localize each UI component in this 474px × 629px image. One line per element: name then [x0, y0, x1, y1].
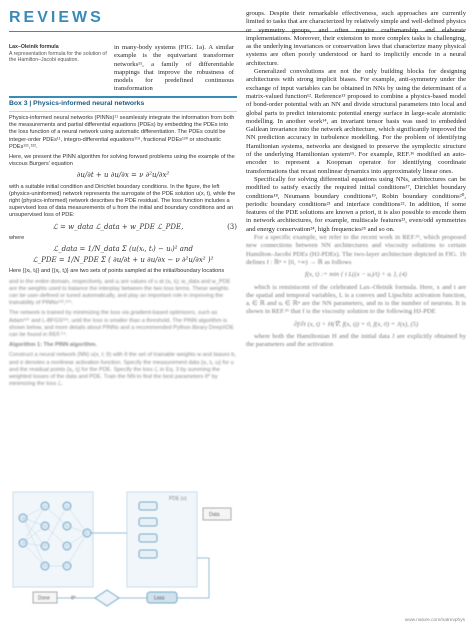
theta-label: θ*	[71, 595, 76, 602]
right-paragraph-3: Specifically for solving differential equations using NNs, architectures can be modified to satisfy exactly the required initial conditions¹⁷, Dirichlet boundary conditions¹⁸, Neumann boundary conditions¹⁹, Robin boundary conditions²⁰, periodic boundary conditions²¹ and interface conditions²². In addition, if some features of the PDE solutions are known a priori, it is also possible to encode them in network architectures, for example, multiscale features²³, even/odd symmetries and energy conservation²⁴, high frequencies²⁵ and so on.	[246, 175, 466, 233]
box-paragraph-6: The network is trained by minimizing the loss via gradient-based optimizers, such as Adam¹²⁵ and L-BFGS¹²⁶, until the loss is smaller than a threshold. The PINN algorithm is shown below, and more details about PINNs and a recommended Python library DeepXDE can be found in REF.⁵⁴.	[9, 310, 234, 339]
pde-panel-label: PDE (ν)	[169, 496, 187, 502]
right-paragraph-4: For a specific example, we refer to the recent work in REF.²⁶, which proposed new connections between NN architectures and viscosity solutions to certain Hamilton–Jacobi PDEs (HJ-PDEs). The two-layer architecture depicted in FIG. 1b defines f : ℝⁿ × [0, +∞) → ℝ as follows	[246, 234, 466, 266]
margin-note-term: Lax–Oleinik formula	[9, 44, 59, 50]
box-heading: Box 3 | Physics-informed neural networks	[9, 98, 237, 112]
page-header-title: REVIEWS	[9, 9, 104, 26]
box-paragraph-1: Physics-informed neural networks (PINNs)¹¹ seamlessly integrate the information from both the measurements and partial differential equations (PDEs) by embedding the PDEs into the loss function of a neural network using automatic differentiation. The PDEs could be integer-order PDEs¹¹, integro-differential equations¹¹⁹, fractional PDEs¹²⁰ or stochastic PDEs¹²¹,¹²².	[9, 115, 235, 150]
right-paragraph-5: which is reminiscent of the celebrated Lax–Oleinik formula. Here, x and t are the spatial and temporal variables, L is a convex and Lipschitz activation function, aᵢ ∈ ℝ and uᵢ ∈ ℝⁿ are the NN parameters, and m is the number of neurons. It is shown in REF.²⁶ that f is the viscosity solution to the following HJ-PDE	[246, 283, 466, 316]
loss-label: Loss	[154, 595, 165, 602]
decision-diamond	[95, 590, 119, 606]
right-paragraph-1: groups. Despite their remarkable effectiveness, such approaches are currently limited to tasks that are characterized by relatively simple and well-defined physics or symmetry groups, and often require craftsmanship and elaborate implementations. Moreover, their extension to more complex tasks is challenging, as the underlying invariances or conservation laws that characterize many physical systems are often poorly understood or hard to implicitly encode in a neural architecture.	[246, 10, 466, 67]
box-3	[9, 96, 237, 613]
margin-note-text: A representation formula for the solution of the Hamilton–Jacobi equation.	[9, 50, 107, 64]
right-paragraph-2: Generalized convolutions are not the only building blocks for designing architectures with strong implicit biases. For example, anti-symmetry under the exchange of input variables can be obtained in NNs by using the determinant of a matrix-valued function¹². Reference¹³ proposed to combine a physics-based model of bond-order potential with an NN and divide structural parameters into local and global parts to predict interatomic potential energy surface in large-scale atomistic modelling. In another work¹⁴, an invariant tensor basis was used to embedded Galilean invariance into the network architecture, which significantly improved the NN prediction accuracy in turbulence modelling. For the problem of identifying Hamiltonian systems, networks are designed to preserve the symplectic structure of the underlying Hamiltonian system¹⁵. For example, REF.¹⁶ modified an auto-encoder to represent a Koopman operator for identifying coordinate transformations that recast nonlinear dynamics into approximately linear ones.	[246, 68, 466, 175]
loss-equation-text: ℒ = w_data ℒ_data + w_PDE ℒ_PDE,	[52, 222, 184, 231]
box-paragraph-5: and in the entire domain, respectively, and uᵢ are values of u at (xᵢ, tᵢ); w_data and w_PDE are the weights used to balance the interplay between the two loss terms. These weights can be user-defined or tuned automatically, and play an important role in improving the trainability of PINNs¹²³,¹²⁴.	[9, 278, 231, 307]
box-paragraph-3: with a suitable initial condition and Dirichlet boundary conditions. In the figure, the left (physics-uninformed) network represents the surrogate of the PDE solution u(x, t), while the right (physics-informed) network describes the PDE residual. The loss function includes a supervised loss of data measurements of u from the initial and boundary conditions and an unsupervised loss of PDE:	[9, 183, 236, 219]
data-label: Data	[209, 512, 220, 518]
box-body	[9, 112, 237, 389]
where-label: where	[9, 234, 25, 241]
box-faded-block	[9, 279, 237, 389]
right-equation-2: ∂f/∂t (x, t) + H(∇ₓ f(x, t)) = 0, f(x, 0) = J(x), (5)	[293, 320, 419, 328]
loss-equation	[9, 224, 237, 231]
box-paragraph-4: Here {(xᵢ, tᵢ)} and {(xⱼ, tⱼ)} are two sets of points sampled at the initial/boundary locations	[9, 268, 225, 275]
algorithm-title: Algorithm 1: The PINN algorithm.	[9, 342, 97, 349]
margin-note	[9, 44, 107, 64]
pinn-diagram	[9, 488, 237, 613]
burgers-equation: ∂u/∂t + u ∂u/∂x = ν ∂²u/∂x²	[76, 171, 170, 180]
page-footer: www.nature.com/natrevphys	[404, 618, 465, 623]
pde-loss-equation: ℒ_PDE = 1/N_PDE Σ ( ∂u/∂t + u ∂u/∂x − ν ∂²u/∂x² )²	[32, 256, 214, 265]
intro-paragraph: in many-body systems (FIG. 1a). A similar example is the equivariant transformer networks¹¹, a family of differentiable mappings that improve the robustness of models for predefined continuous transformation	[114, 44, 234, 93]
box-paragraph-2: Here, we present the PINN algorithm for solving forward problems using the example of the viscous Burgers' equation	[9, 154, 235, 168]
right-equation-1: f(x, t) := min { t L((x − uᵢ)/t) + aᵢ }, (4)	[304, 271, 407, 279]
right-pde-panel	[127, 492, 197, 587]
right-paragraph-6: where both the Hamiltonian H and the initial data J are explicitly obtained by the parameters and the activation	[246, 332, 466, 349]
right-column	[246, 10, 466, 350]
loss-equation-number: (3)	[227, 222, 237, 231]
done-label: Done	[38, 595, 50, 602]
algorithm-text: Construct a neural network (NN) u(x, t; θ) with θ the set of trainable weights w and biases b, and σ denotes a nonlinear activation function. Specify the measurement data {xᵢ, tᵢ, uᵢ} for u and the residual points {xⱼ, tⱼ} for the PDE. Specify the loss ℒ in Eq. 3 by summing the weighted losses of the data and PDE. Train the NN to find the best parameters θ* by minimizing the loss ℒ.	[9, 352, 236, 388]
data-loss-equation: ℒ_data = 1/N_data Σ (u(xᵢ, tᵢ) − uᵢ)² and	[53, 245, 193, 254]
